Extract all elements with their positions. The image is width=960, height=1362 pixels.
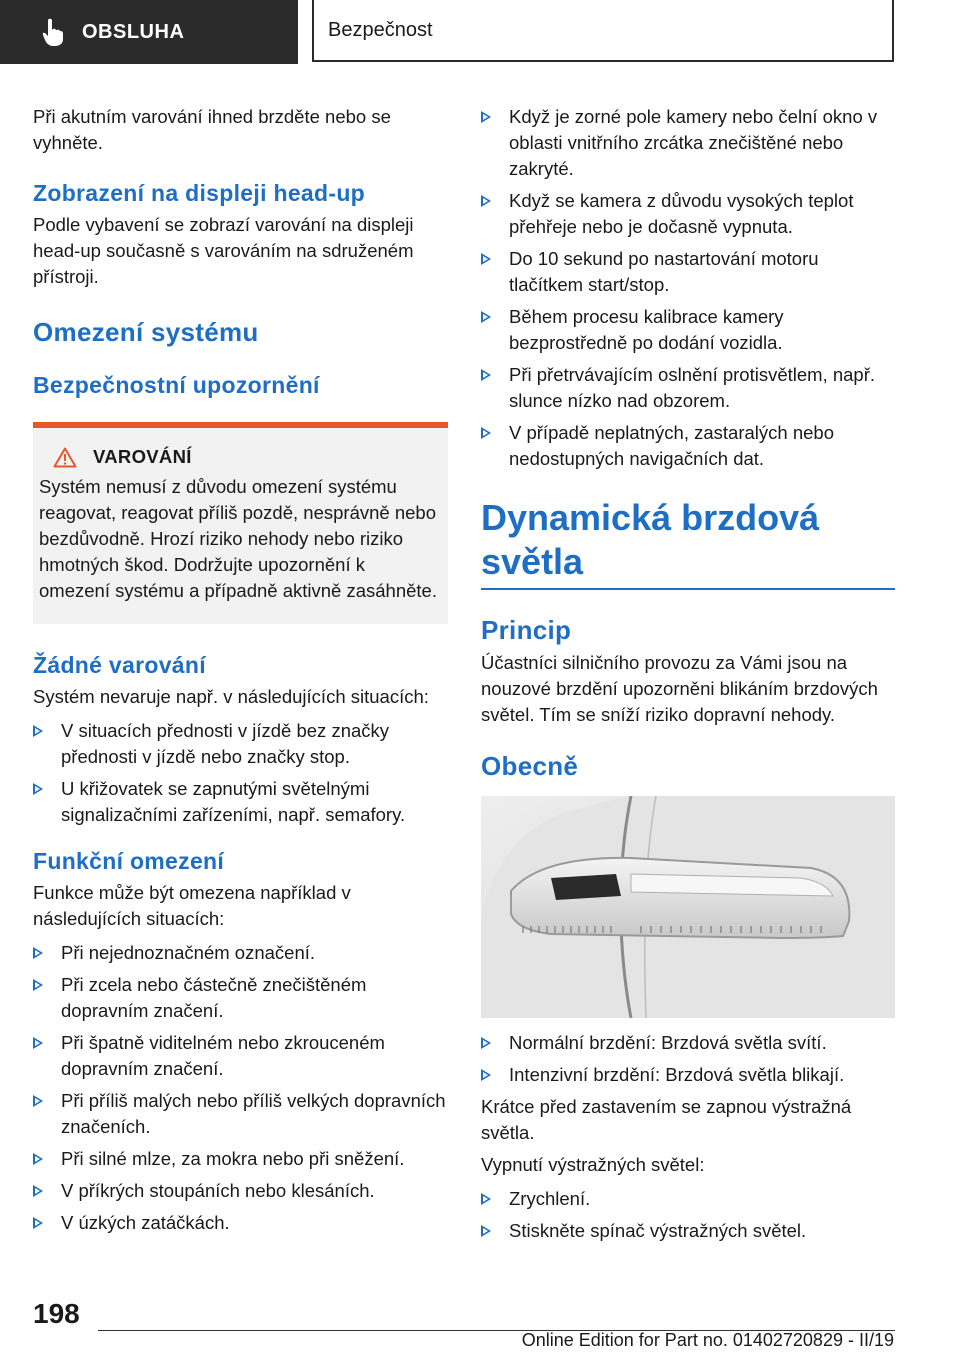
- principle-text: Účastníci silničního provozu za Vámi jsou na nouzové brzdění upozorněni blikáním brzdových světel. Tím se sníží riziko dopravní nehody.: [481, 652, 878, 725]
- list-item: V příkrých stoupáních nebo klesáních.: [33, 1178, 448, 1204]
- heading-rule: [481, 588, 895, 590]
- triangle-bullet-icon: [33, 1217, 43, 1229]
- list-item: V případě neplatných, zastaralých nebo nedostupných navigačních dat.: [481, 420, 895, 472]
- right-column: [481, 104, 895, 1250]
- page-number: 198: [33, 1298, 80, 1329]
- list-item: Při příliš malých nebo příliš velkých dopravních značeních.: [33, 1088, 448, 1140]
- triangle-bullet-icon: [33, 783, 43, 795]
- list-item: Během procesu kalibrace kamery bezprostředně po dodání vozidla.: [481, 304, 895, 356]
- list-item: U křižovatek se zapnutými světelnými signalizačními zařízeními, např. semafory.: [33, 776, 448, 828]
- edition-note: Online Edition for Part no. 01402720829 - II/19: [521, 1330, 894, 1350]
- triangle-bullet-icon: [481, 253, 491, 265]
- list-item: Když je zorné pole kamery nebo čelní okno v oblasti vnitřního zrcátka znečištěné nebo zakryté.: [481, 104, 895, 182]
- triangle-bullet-icon: [481, 311, 491, 323]
- warning-title: [53, 446, 440, 468]
- list-item: Zrychlení.: [481, 1186, 895, 1212]
- triangle-bullet-icon: [481, 369, 491, 381]
- hud-heading: Zobrazení na displeji head-up: [33, 180, 366, 206]
- list-item: Normální brzdění: Brzdová světla svítí.: [481, 1030, 895, 1056]
- limits-heading: Omezení systému: [33, 317, 259, 347]
- list-item: V situacích přednosti v jízdě bez značky přednosti v jízdě nebo značky stop.: [33, 718, 448, 770]
- hand-icon: [40, 17, 66, 47]
- func-list: [33, 940, 448, 1236]
- warning-triangle-icon: [53, 447, 77, 468]
- general-heading: Obecně: [481, 751, 579, 781]
- triangle-bullet-icon: [33, 1153, 43, 1165]
- list-item: Intenzivní brzdění: Brzdová světla blikají.: [481, 1062, 895, 1088]
- list-item: V úzkých zatáčkách.: [33, 1210, 448, 1236]
- triangle-bullet-icon: [481, 195, 491, 207]
- tail-light-photo: [481, 796, 895, 1018]
- list-item: Při silné mlze, za mokra nebo při sněžení.: [33, 1146, 448, 1172]
- triangle-bullet-icon: [481, 427, 491, 439]
- hud-text: Podle vybavení se zobrazí varování na displeji head-up současně s varováním na sdruženém přístroji.: [33, 214, 414, 287]
- triangle-bullet-icon: [33, 947, 43, 959]
- nowarn-text: Systém nevaruje např. v následujících situacích:: [33, 686, 429, 707]
- left-column: [33, 104, 448, 1242]
- warning-box: [33, 422, 448, 624]
- hazard-off-list: [481, 1186, 895, 1244]
- triangle-bullet-icon: [481, 1193, 491, 1205]
- func-heading: Funkční omezení: [33, 848, 225, 874]
- triangle-bullet-icon: [33, 1185, 43, 1197]
- camera-limit-list: [481, 104, 895, 472]
- intro-text: Při akutním varování ihned brzděte nebo se vyhněte.: [33, 106, 391, 153]
- brake-list: [481, 1030, 895, 1088]
- warning-text: Systém nemusí z důvodu omezení systému reagovat, reagovat příliš pozdě, nesprávně nebo bezdůvodně. Hrozí riziko nehody nebo riziko hmotných škod. Dodržujte upozornění k omezení systému a případně aktivně zasáhněte.: [39, 476, 437, 601]
- section-tab: [0, 0, 298, 64]
- section-name: OBSLUHA: [82, 20, 185, 43]
- triangle-bullet-icon: [33, 725, 43, 737]
- topic-tab: [312, 0, 894, 62]
- list-item: Při zcela nebo částečně znečištěném dopravním značení.: [33, 972, 448, 1024]
- principle-heading: Princip: [481, 615, 572, 645]
- list-item: Když se kamera z důvodu vysokých teplot přehřeje nebo je dočasně vypnuta.: [481, 188, 895, 240]
- list-item: Do 10 sekund po nastartování motoru tlačítkem start/stop.: [481, 246, 895, 298]
- triangle-bullet-icon: [33, 979, 43, 991]
- triangle-bullet-icon: [481, 1225, 491, 1237]
- warning-label: VAROVÁNÍ: [93, 446, 192, 467]
- hazard-off-text: Vypnutí výstražných světel:: [481, 1154, 705, 1175]
- topic-name: Bezpečnost: [328, 18, 433, 41]
- triangle-bullet-icon: [481, 1037, 491, 1049]
- nowarn-heading: Žádné varování: [33, 652, 206, 678]
- triangle-bullet-icon: [33, 1037, 43, 1049]
- triangle-bullet-icon: [33, 1095, 43, 1107]
- list-item: Při nejednoznačném označení.: [33, 940, 448, 966]
- func-text: Funkce může být omezena například v následujících situacích:: [33, 882, 351, 929]
- nowarn-list: [33, 718, 448, 828]
- hazard-text: Krátce před zastavením se zapnou výstražná světla.: [481, 1096, 852, 1143]
- safety-heading: Bezpečnostní upozornění: [33, 372, 320, 398]
- dynamic-brake-heading: Dynamická brzdová světla: [481, 497, 820, 582]
- list-item: Při špatně viditelném nebo zkrouceném dopravním značení.: [33, 1030, 448, 1082]
- triangle-bullet-icon: [481, 111, 491, 123]
- list-item: Stiskněte spínač výstražných světel.: [481, 1218, 895, 1244]
- list-item: Při přetrvávajícím oslnění protisvětlem, např. slunce nízko nad obzorem.: [481, 362, 895, 414]
- triangle-bullet-icon: [481, 1069, 491, 1081]
